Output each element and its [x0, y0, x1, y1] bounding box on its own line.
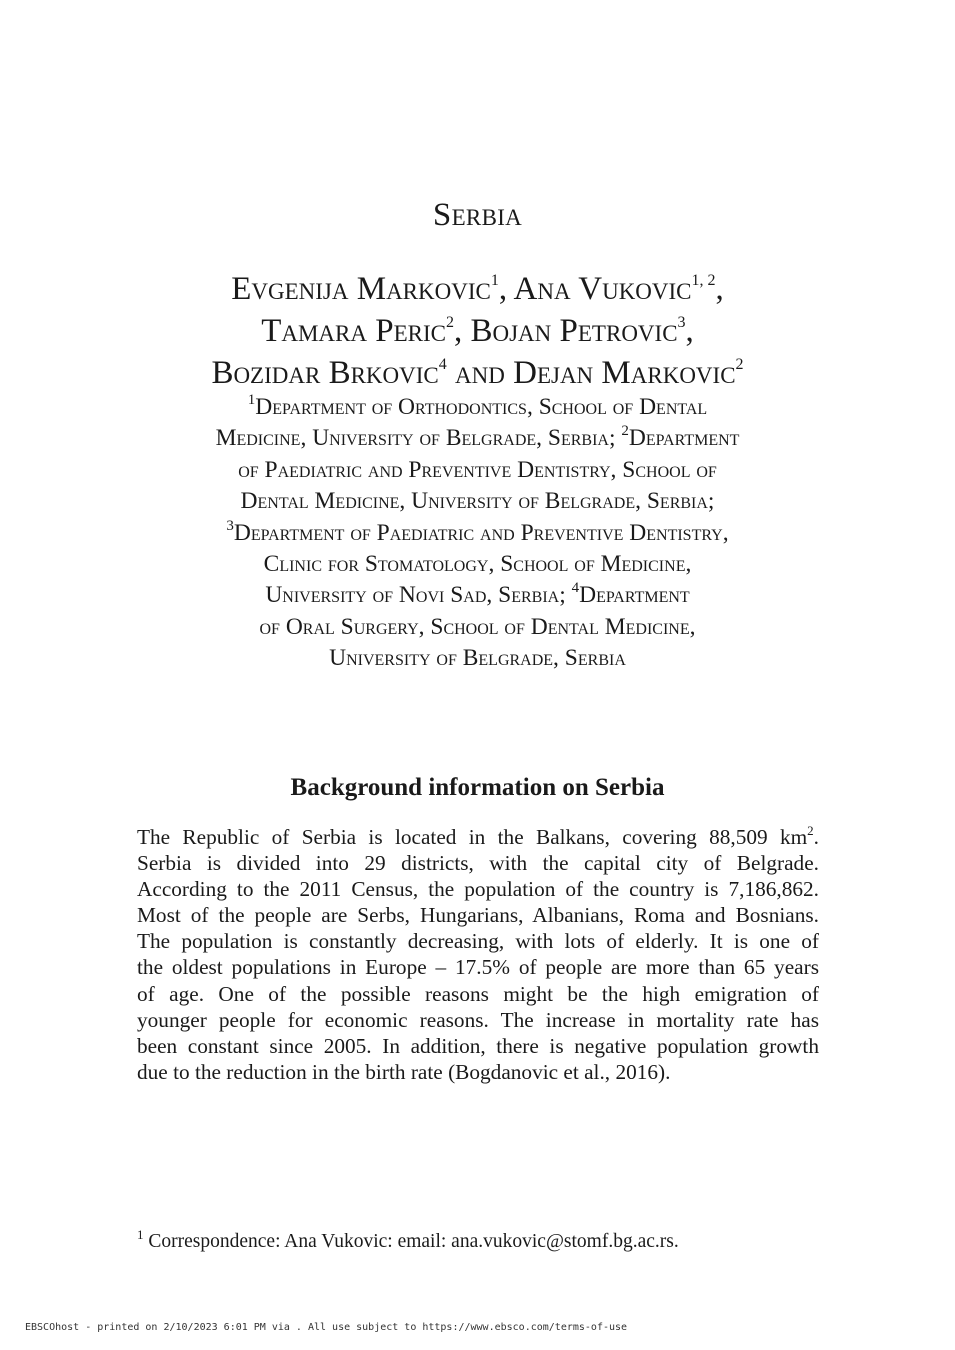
- author-line-3: [60, 352, 895, 394]
- author-separator: ,: [715, 271, 724, 307]
- affiliation-line: Clinic for Stomatology, School of Medicine,: [263, 551, 692, 578]
- author-separator: ,: [498, 271, 514, 307]
- paragraph-line: Most of the people are Serbs, Hungarians, Albanians, Roma and Bosnians.: [137, 903, 819, 928]
- page-title: Serbia: [432, 197, 523, 233]
- paragraph-line: of age. One of the possible reasons might be the high emigration of: [137, 981, 819, 1006]
- author-name: Dejan Markovic: [513, 355, 736, 391]
- footnote: [137, 1227, 837, 1254]
- affiliation-text: Department: [579, 582, 690, 609]
- body-paragraph: [137, 824, 819, 1085]
- print-attribution: EBSCOhost - printed on 2/10/2023 6:01 PM via . All use subject to https://www.ebsco.com/terms-of-use: [25, 1322, 628, 1333]
- affiliation-line: [60, 423, 895, 454]
- footnote-text: Correspondence: Ana Vukovic: email: ana.vukovic@stomf.bg.ac.rs.: [143, 1231, 679, 1252]
- author-name: Ana Vukovic: [513, 271, 692, 307]
- affiliation-text: Medicine, University of Belgrade, Serbia;: [215, 425, 622, 452]
- affiliation-text: Department: [628, 425, 740, 452]
- author-line-2: [60, 310, 895, 352]
- paragraph-line: due to the reduction in the birth rate (Bogdanovic et al., 2016).: [137, 1059, 671, 1084]
- footnote-marker: 1: [137, 1227, 144, 1242]
- affiliations-block: [60, 392, 895, 675]
- affiliation-line: [60, 518, 895, 549]
- affiliation-line: [60, 392, 895, 423]
- affiliation-text: Department of Paediatric and Preventive Dentistry,: [233, 519, 729, 546]
- affiliation-marker: 3: [226, 517, 234, 534]
- author-name: Tamara Peric: [261, 313, 446, 349]
- author-name: Bozidar Brkovic: [211, 355, 439, 391]
- author-name: Evgenija Markovic: [231, 271, 491, 307]
- paragraph-line: The population is constantly decreasing, with lots of elderly. It is one of: [137, 929, 819, 954]
- superscript: 2: [807, 823, 814, 838]
- affiliation-marker: 4: [571, 580, 580, 597]
- author-affiliation-marker: 1: [490, 272, 499, 289]
- affiliation-line: Dental Medicine, University of Belgrade, Serbia;: [240, 488, 715, 515]
- author-list: [60, 268, 895, 394]
- author-separator: ,: [453, 313, 471, 349]
- section-heading: Background information on Serbia: [290, 774, 665, 801]
- affiliation-marker: 2: [621, 423, 629, 440]
- paragraph-line: younger people for economic reasons. The increase in mortality rate has: [137, 1007, 819, 1032]
- affiliation-line: [60, 580, 895, 611]
- author-name: Bojan Petrovic: [470, 313, 678, 349]
- author-line-1: [60, 268, 895, 310]
- author-conjunction: and: [446, 355, 514, 391]
- author-affiliation-marker: 2: [735, 356, 744, 373]
- paragraph-line: [137, 824, 819, 850]
- affiliation-line: of Oral Surgery, School of Dental Medicine,: [259, 613, 696, 640]
- author-affiliation-marker: 3: [677, 314, 686, 331]
- author-affiliation-marker: 1, 2: [691, 272, 716, 289]
- affiliation-line: of Paediatric and Preventive Dentistry, School of: [238, 456, 717, 483]
- paragraph-line: Serbia is divided into 29 districts, with the capital city of Belgrade.: [137, 851, 819, 876]
- author-affiliation-marker: 4: [438, 356, 447, 373]
- paragraph-text: The Republic of Serbia is located in the Balkans, covering 88,509 km: [137, 825, 808, 849]
- paragraph-line: According to the 2011 Census, the population of the country is 7,186,862.: [137, 877, 819, 902]
- affiliation-marker: 1: [247, 392, 256, 408]
- paragraph-line: the oldest populations in Europe – 17.5% of people are more than 65 years: [137, 955, 819, 980]
- author-affiliation-marker: 2: [445, 314, 454, 331]
- affiliation-text: Department of Orthodontics, School of Dental: [255, 394, 708, 420]
- affiliation-text: University of Novi Sad, Serbia;: [265, 582, 572, 609]
- paragraph-text: .: [813, 825, 819, 849]
- paragraph-line: been constant since 2005. In addition, there is negative population growth: [137, 1033, 819, 1058]
- author-separator: ,: [685, 313, 694, 349]
- affiliation-line: University of Belgrade, Serbia: [329, 645, 626, 672]
